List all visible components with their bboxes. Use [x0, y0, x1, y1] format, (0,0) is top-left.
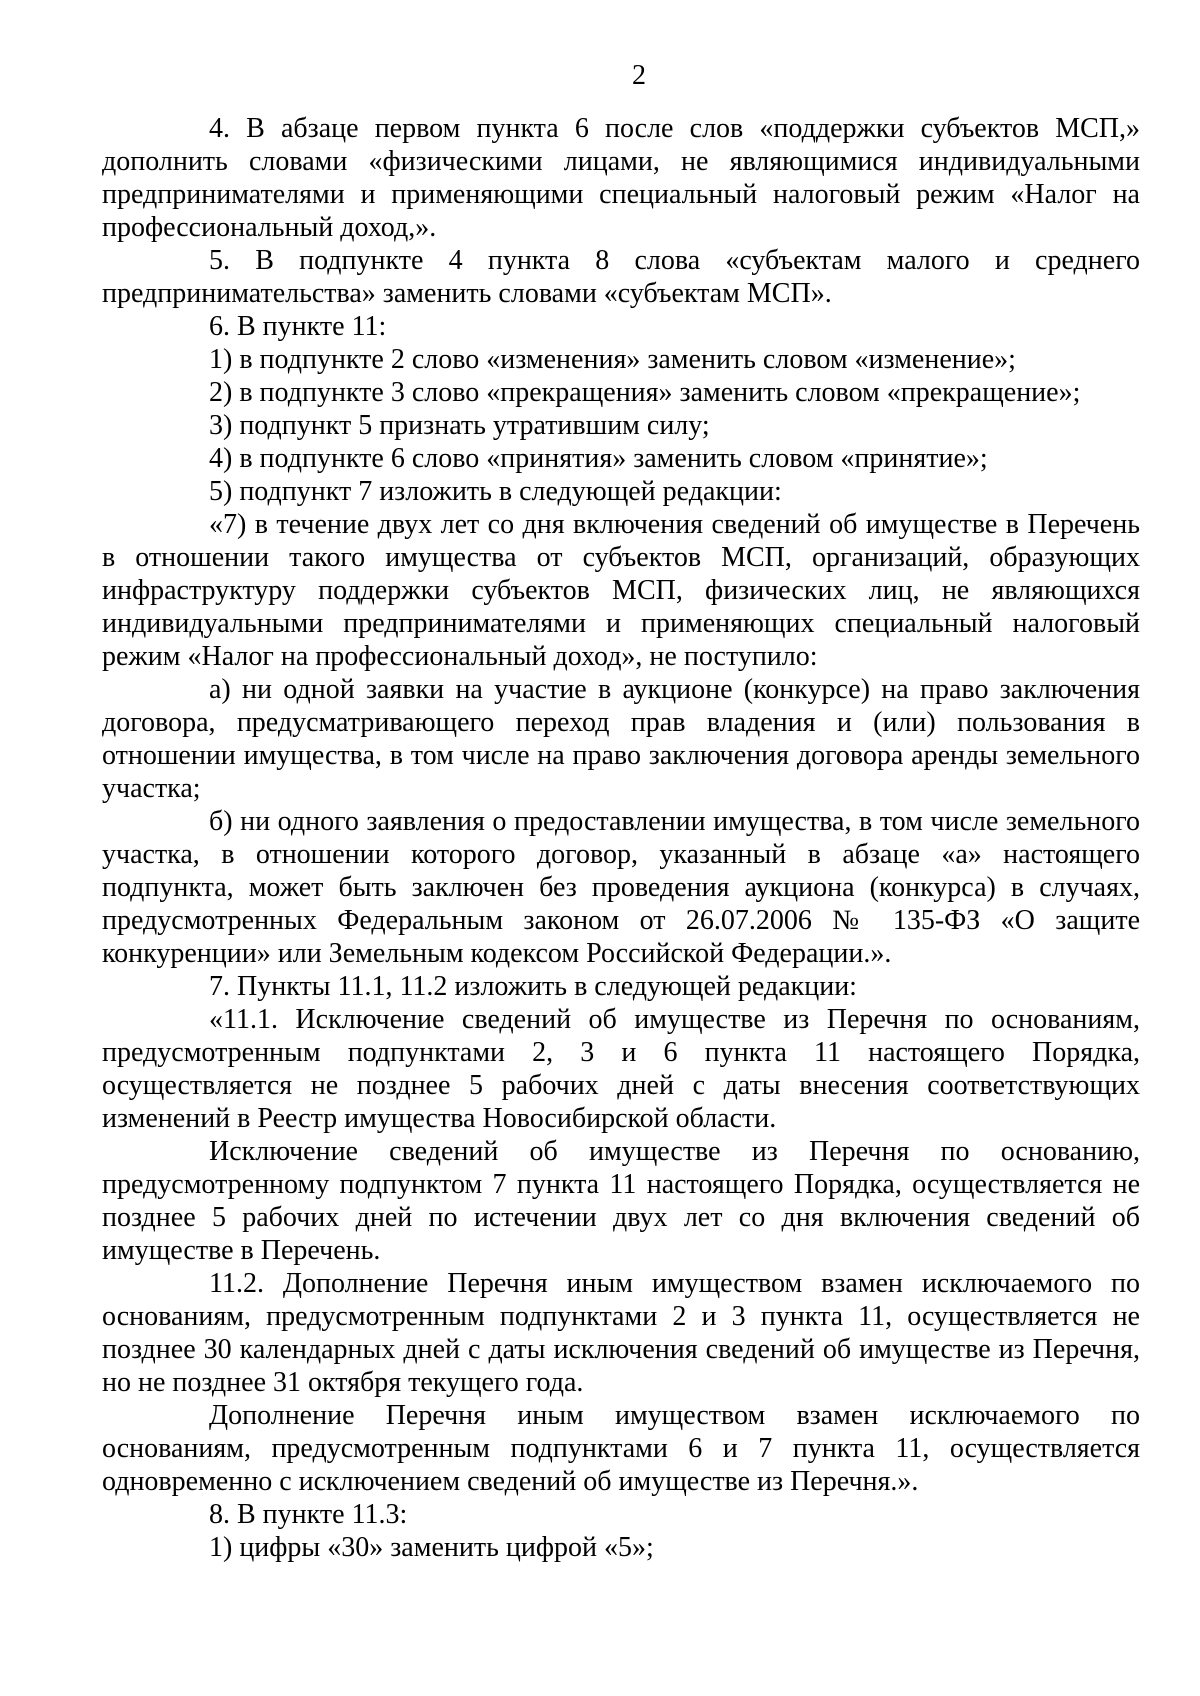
- quoted-item-b: б) ни одного заявления о предоставлении имущества, в том числе земельного участка, в отношении которого договор, указанный в абзаце «а» настоящего подпункта, может быть заключен без проведения аукциона (конкурса) в случаях, предусмотренных Федеральным законом от 26.07.2006 № 135-ФЗ «О защите конкуренции» или Земельным кодексом Российской Федерации.».: [102, 806, 1140, 969]
- paragraph-point-4: 4. В абзаце первом пункта 6 после слов «поддержки субъектов МСП,» дополнить словами «физическими лицами, не являющимися индивидуальными предпринимателями и применяющими специальный налоговый режим «Налог на профессиональный доход,».: [102, 113, 1140, 243]
- page-number: 2: [632, 60, 646, 91]
- paragraph-point-6: 6. В пункте 11:: [209, 311, 387, 342]
- quoted-point-11-2-cont: Дополнение Перечня иным имуществом взамен исключаемого по основаниям, предусмотренным подпунктами 6 и 7 пункта 11, осуществляется одновременно с исключением сведений об имуществе из Перечня.».: [102, 1400, 1140, 1497]
- quoted-point-11-1: «11.1. Исключение сведений об имуществе из Перечня по основаниям, предусмотренным подпунктами 2, 3 и 6 пункта 11 настоящего Порядка, осуществляется не позднее 5 рабочих дней с даты внесения соответствующих изменений в Реестр имущества Новосибирской области.: [102, 1004, 1140, 1134]
- subpoint-8-1: 1) цифры «30» заменить цифрой «5»;: [209, 1532, 654, 1563]
- quoted-subpoint-7: «7) в течение двух лет со дня включения сведений об имуществе в Перечень в отношении такого имущества от субъектов МСП, организаций, образующих инфраструктуру поддержки субъектов МСП, физических лиц, не являющихся индивидуальными предпринимателями и применяющих специальный налоговый режим «Налог на профессиональный доход», не поступило:: [102, 509, 1140, 672]
- document-body: [102, 112, 1140, 1564]
- quoted-point-11-2: 11.2. Дополнение Перечня иным имуществом взамен исключаемого по основаниям, предусмотренным подпунктами 2 и 3 пункта 11, осуществляется не позднее 30 календарных дней с даты исключения сведений об имуществе из Перечня, но не позднее 31 октября текущего года.: [102, 1268, 1140, 1398]
- subpoint-6-2: 2) в подпункте 3 слово «прекращения» заменить словом «прекращение»;: [209, 377, 1081, 408]
- paragraph-point-8: 8. В пункте 11.3:: [209, 1499, 408, 1530]
- subpoint-6-3: 3) подпункт 5 признать утратившим силу;: [209, 410, 710, 441]
- subpoint-6-5: 5) подпункт 7 изложить в следующей редакции:: [209, 476, 782, 507]
- quoted-point-11-1-cont: Исключение сведений об имуществе из Перечня по основанию, предусмотренному подпунктом 7 пункта 11 настоящего Порядка, осуществляется не позднее 5 рабочих дней по истечении двух лет со дня включения сведений об имуществе в Перечень.: [102, 1136, 1140, 1266]
- quoted-item-a: а) ни одной заявки на участие в аукционе (конкурсе) на право заключения договора, предусматривающего переход прав владения и (или) пользования в отношении имущества, в том числе на право заключения договора аренды земельного участка;: [102, 674, 1140, 804]
- paragraph-point-7: 7. Пункты 11.1, 11.2 изложить в следующей редакции:: [209, 971, 857, 1002]
- paragraph-point-5: 5. В подпункте 4 пункта 8 слова «субъектам малого и среднего предпринимательства» заменить словами «субъектам МСП».: [102, 245, 1140, 309]
- subpoint-6-4: 4) в подпункте 6 слово «принятия» заменить словом «принятие»;: [209, 443, 988, 474]
- subpoint-6-1: 1) в подпункте 2 слово «изменения» заменить словом «изменение»;: [209, 344, 1016, 375]
